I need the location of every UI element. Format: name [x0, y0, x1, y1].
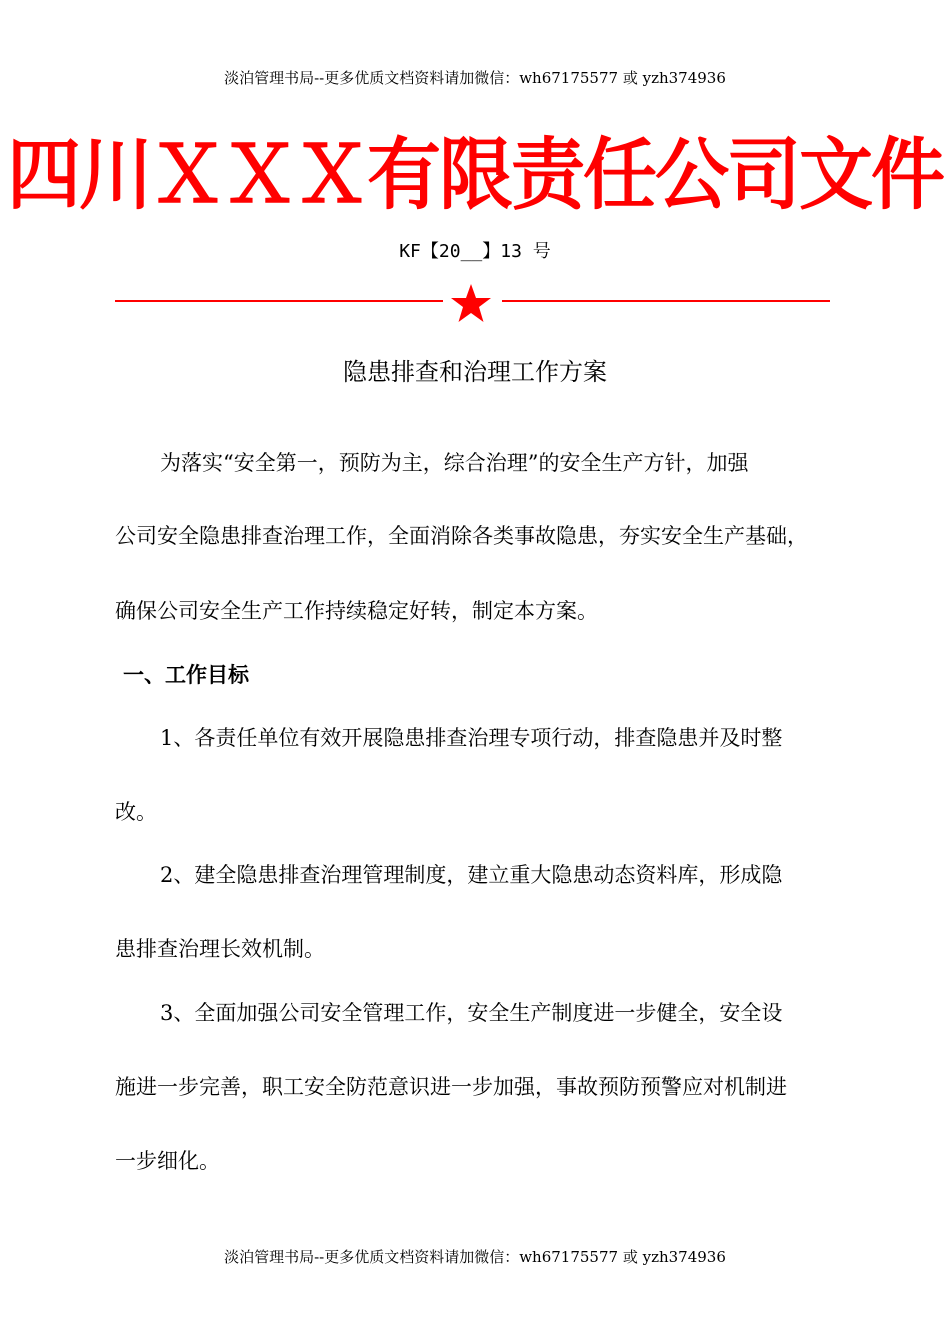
- list-item-line: 2、建全隐患排查治理管理制度，建立重大隐患动态资料库，形成隐: [160, 863, 783, 887]
- intro-line: 为落实“安全第一，预防为主，综合治理”的安全生产方针，加强: [160, 451, 749, 475]
- document-header-title: 四川ＸＸＸ有限责任公司文件: [7, 129, 943, 221]
- list-item-line: 一步细化。: [115, 1149, 220, 1173]
- document-number: KF【20__】13 号: [399, 241, 551, 262]
- section-heading: 一、工作目标: [123, 663, 249, 687]
- document-title: 隐患排查和治理工作方案: [343, 358, 607, 386]
- list-item-line: 1、各责任单位有效开展隐患排查治理专项行动，排查隐患并及时整: [160, 726, 783, 750]
- watermark-bottom: 淡泊管理书局--更多优质文档资料请加微信：wh67175577 或 yzh374936: [224, 1248, 726, 1266]
- list-item-line: 改。: [115, 800, 157, 824]
- header-divider-right: [502, 300, 830, 302]
- list-item-line: 3、全面加强公司安全管理工作，安全生产制度进一步健全，安全设: [160, 1001, 783, 1025]
- watermark-top: 淡泊管理书局--更多优质文档资料请加微信：wh67175577 或 yzh374936: [224, 69, 726, 87]
- red-star-icon: [450, 283, 492, 323]
- intro-line: 确保公司安全生产工作持续稳定好转，制定本方案。: [115, 599, 598, 623]
- header-divider-left: [115, 300, 443, 302]
- intro-line: 公司安全隐患排查治理工作，全面消除各类事故隐患，夯实安全生产基础，: [115, 524, 808, 548]
- list-item-line: 患排查治理长效机制。: [115, 937, 325, 961]
- list-item-line: 施进一步完善，职工安全防范意识进一步加强，事故预防预警应对机制进: [115, 1075, 787, 1099]
